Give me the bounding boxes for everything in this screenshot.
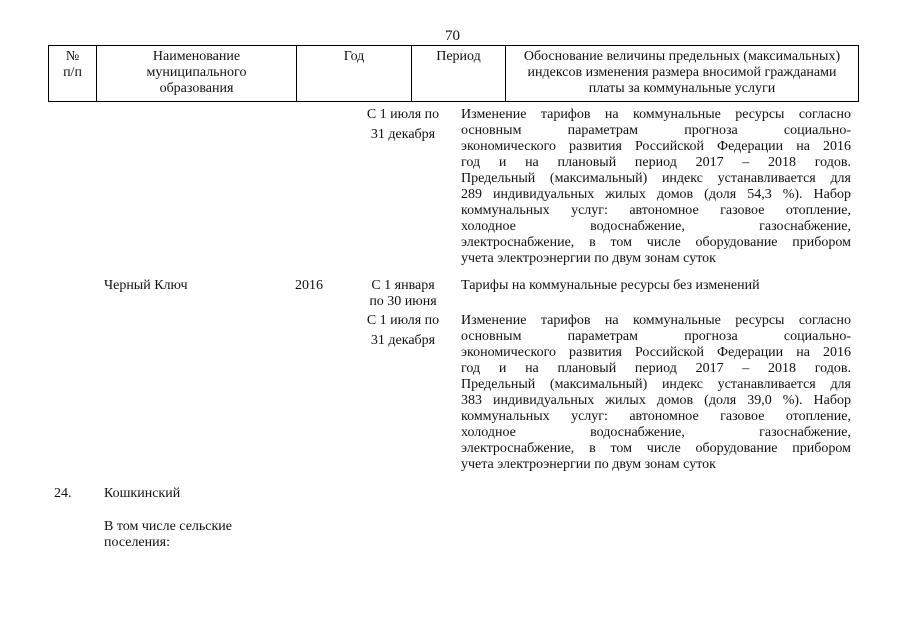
note-line: В том числе сельские xyxy=(104,519,233,534)
note-line: поселения: xyxy=(104,535,170,550)
row-number: 24. xyxy=(54,486,72,501)
header-col-reason: Обоснование величины предельных (максимальных) индексов изменения размера вносимой гражданами платы за коммунальные услуги xyxy=(506,46,859,101)
reason-line: электроснабжение, в том числе оборудование прибором xyxy=(461,235,851,250)
header-col-name: Наименование муниципального образования xyxy=(97,46,297,101)
reason-line: экономического развития Российской Федерации на 2016 xyxy=(461,345,851,360)
header-col-period: Период xyxy=(412,46,506,101)
reason-line: Предельный (максимальный) индекс устанавливается для xyxy=(461,171,851,186)
period-line: С 1 января xyxy=(371,278,435,293)
reason-line: холодное водоснабжение, газоснабжение, xyxy=(461,219,851,234)
reason-line: Изменение тарифов на коммунальные ресурсы согласно xyxy=(461,107,851,122)
period-line: 31 декабря xyxy=(370,127,436,142)
reason-line: учета электроэнергии по двум зонам суток xyxy=(461,251,716,266)
period-block1 xyxy=(358,107,448,143)
municipality-name: Черный Ключ xyxy=(104,278,188,293)
header-col-number: № п/п xyxy=(49,46,97,101)
period-block2 xyxy=(358,278,448,310)
period-line: по 30 июня xyxy=(369,294,437,309)
period-line: 31 декабря xyxy=(370,333,436,348)
reason-line: основным параметрам прогноза социально- xyxy=(461,123,851,138)
year-value: 2016 xyxy=(295,278,323,293)
reason-block2: Тарифы на коммунальные ресурсы без изменений xyxy=(461,278,760,293)
reason-line: 383 индивидуальных жилых домов (доля 39,0 %). Набор xyxy=(461,393,851,408)
period-line: С 1 июля по xyxy=(366,107,440,122)
reason-line: коммунальных услуг: автономное газовое отопление, xyxy=(461,203,851,218)
reason-line: холодное водоснабжение, газоснабжение, xyxy=(461,425,851,440)
table-header xyxy=(48,45,859,102)
reason-line: 289 индивидуальных жилых домов (доля 54,3 %). Набор xyxy=(461,187,851,202)
municipality-name: Кошкинский xyxy=(104,486,181,501)
reason-line: коммунальных услуг: автономное газовое отопление, xyxy=(461,409,851,424)
period-line: С 1 июля по xyxy=(366,313,440,328)
reason-line: год и на плановый период 2017 – 2018 годов. xyxy=(461,155,851,170)
reason-line: Изменение тарифов на коммунальные ресурсы согласно xyxy=(461,313,851,328)
reason-line: основным параметрам прогноза социально- xyxy=(461,329,851,344)
reason-block3 xyxy=(461,313,851,473)
header-col-year: Год xyxy=(297,46,412,101)
reason-line: Предельный (максимальный) индекс устанавливается для xyxy=(461,377,851,392)
page-number: 70 xyxy=(445,28,460,44)
reason-line: экономического развития Российской Федерации на 2016 xyxy=(461,139,851,154)
reason-line: электроснабжение, в том числе оборудование прибором xyxy=(461,441,851,456)
settlements-note xyxy=(104,519,232,551)
period-block3 xyxy=(358,313,448,349)
reason-line: год и на плановый период 2017 – 2018 годов. xyxy=(461,361,851,376)
reason-block1 xyxy=(461,107,851,267)
reason-line: учета электроэнергии по двум зонам суток xyxy=(461,457,716,472)
